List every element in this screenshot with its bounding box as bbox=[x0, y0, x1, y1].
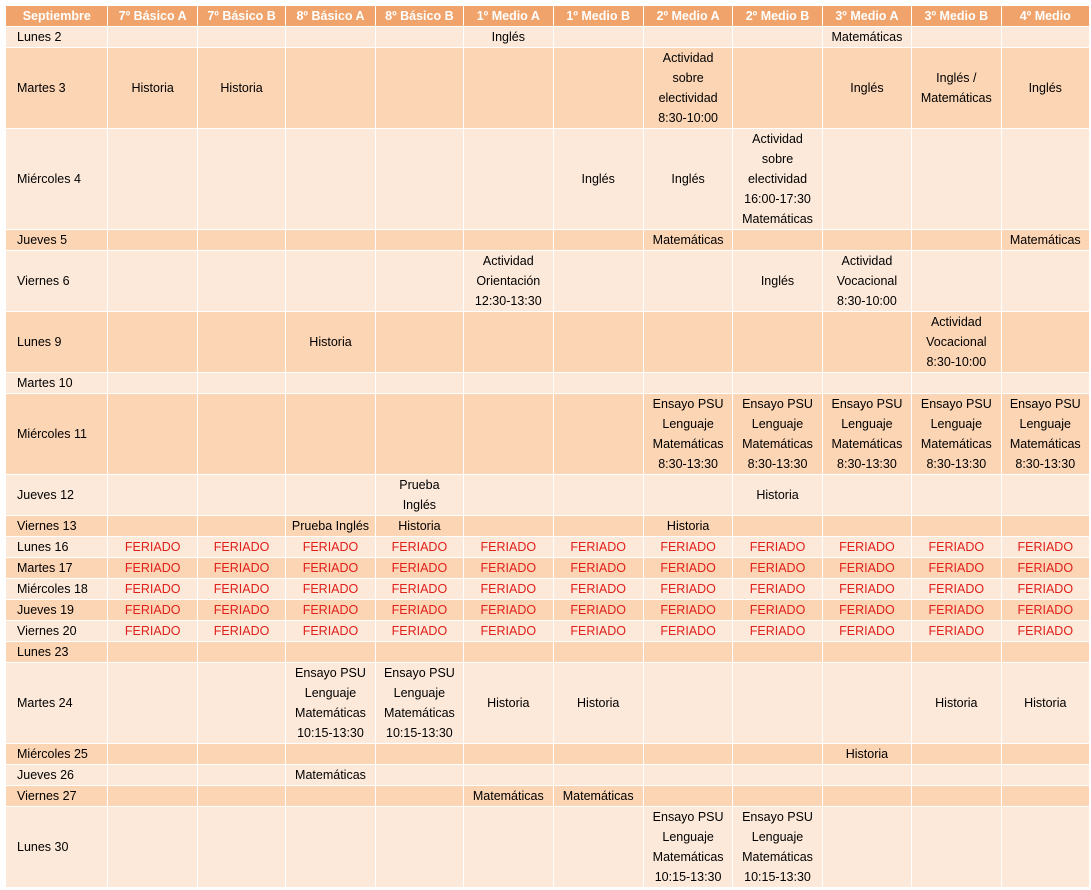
schedule-cell bbox=[822, 642, 911, 663]
holiday-cell: FERIADO bbox=[553, 537, 643, 558]
table-row bbox=[6, 558, 1090, 579]
holiday-cell: FERIADO bbox=[286, 537, 375, 558]
schedule-cell: Inglés bbox=[822, 48, 911, 129]
holiday-cell: FERIADO bbox=[1001, 579, 1089, 600]
holiday-cell: FERIADO bbox=[643, 579, 732, 600]
day-label: Martes 24 bbox=[6, 663, 108, 744]
table-row bbox=[6, 129, 1090, 230]
holiday-cell: FERIADO bbox=[108, 621, 197, 642]
schedule-cell bbox=[822, 129, 911, 230]
schedule-cell bbox=[375, 230, 463, 251]
schedule-cell bbox=[643, 744, 732, 765]
table-row bbox=[6, 579, 1090, 600]
holiday-cell: FERIADO bbox=[464, 537, 553, 558]
schedule-cell bbox=[375, 129, 463, 230]
schedule-cell bbox=[197, 475, 285, 516]
schedule-cell bbox=[553, 48, 643, 129]
schedule-cell: Prueba Inglés bbox=[286, 516, 375, 537]
holiday-cell: FERIADO bbox=[733, 621, 822, 642]
schedule-cell bbox=[1001, 27, 1089, 48]
schedule-cell bbox=[553, 475, 643, 516]
schedule-cell bbox=[197, 765, 285, 786]
schedule-cell: Matemáticas bbox=[643, 230, 732, 251]
class-header: 8º Básico B bbox=[375, 6, 463, 27]
schedule-cell bbox=[108, 807, 197, 888]
schedule-cell bbox=[643, 642, 732, 663]
schedule-cell bbox=[108, 744, 197, 765]
class-header: 1º Medio B bbox=[553, 6, 643, 27]
schedule-cell: Actividad sobre electividad 8:30-10:00 bbox=[643, 48, 732, 129]
schedule-cell: Actividad sobre electividad 16:00-17:30 Matemáticas bbox=[733, 129, 822, 230]
holiday-cell: FERIADO bbox=[733, 558, 822, 579]
holiday-cell: FERIADO bbox=[286, 558, 375, 579]
schedule-cell bbox=[553, 516, 643, 537]
schedule-cell bbox=[108, 27, 197, 48]
schedule-cell bbox=[643, 765, 732, 786]
schedule-cell bbox=[643, 373, 732, 394]
schedule-cell: Ensayo PSU Lenguaje Matemáticas 8:30-13:30 bbox=[1001, 394, 1089, 475]
class-header: 7º Básico A bbox=[108, 6, 197, 27]
schedule-cell bbox=[197, 312, 285, 373]
schedule-cell bbox=[643, 312, 732, 373]
schedule-cell bbox=[1001, 312, 1089, 373]
schedule-cell bbox=[733, 642, 822, 663]
holiday-cell: FERIADO bbox=[108, 600, 197, 621]
schedule-cell bbox=[286, 394, 375, 475]
schedule-cell bbox=[643, 663, 732, 744]
table-row bbox=[6, 394, 1090, 475]
schedule-cell bbox=[286, 786, 375, 807]
schedule-cell bbox=[375, 373, 463, 394]
schedule-cell bbox=[286, 230, 375, 251]
holiday-cell: FERIADO bbox=[108, 579, 197, 600]
day-label: Lunes 23 bbox=[6, 642, 108, 663]
holiday-cell: FERIADO bbox=[375, 579, 463, 600]
schedule-cell bbox=[286, 373, 375, 394]
schedule-cell bbox=[464, 807, 553, 888]
schedule-cell: Historia bbox=[643, 516, 732, 537]
schedule-cell bbox=[197, 230, 285, 251]
schedule-cell bbox=[822, 475, 911, 516]
holiday-cell: FERIADO bbox=[733, 579, 822, 600]
holiday-cell: FERIADO bbox=[643, 558, 732, 579]
day-label: Martes 10 bbox=[6, 373, 108, 394]
schedule-cell bbox=[733, 516, 822, 537]
day-label: Jueves 12 bbox=[6, 475, 108, 516]
schedule-cell: Matemáticas bbox=[1001, 230, 1089, 251]
schedule-cell: Inglés / Matemáticas bbox=[912, 48, 1001, 129]
schedule-cell bbox=[375, 744, 463, 765]
class-header: 2º Medio B bbox=[733, 6, 822, 27]
schedule-cell bbox=[643, 27, 732, 48]
table-row bbox=[6, 516, 1090, 537]
schedule-cell: Historia bbox=[553, 663, 643, 744]
holiday-cell: FERIADO bbox=[375, 558, 463, 579]
schedule-cell bbox=[553, 765, 643, 786]
schedule-cell bbox=[108, 516, 197, 537]
table-row bbox=[6, 621, 1090, 642]
header-row bbox=[6, 6, 1090, 27]
schedule-cell bbox=[1001, 373, 1089, 394]
schedule-cell bbox=[1001, 642, 1089, 663]
holiday-cell: FERIADO bbox=[464, 600, 553, 621]
schedule-cell bbox=[108, 312, 197, 373]
holiday-cell: FERIADO bbox=[822, 558, 911, 579]
schedule-cell bbox=[822, 663, 911, 744]
holiday-cell: FERIADO bbox=[286, 600, 375, 621]
day-label: Viernes 27 bbox=[6, 786, 108, 807]
schedule-cell bbox=[375, 394, 463, 475]
schedule-cell bbox=[464, 744, 553, 765]
holiday-cell: FERIADO bbox=[286, 579, 375, 600]
holiday-cell: FERIADO bbox=[197, 579, 285, 600]
schedule-cell bbox=[464, 516, 553, 537]
schedule-cell: Historia bbox=[822, 744, 911, 765]
schedule-cell bbox=[375, 765, 463, 786]
table-row bbox=[6, 230, 1090, 251]
schedule-cell: Historia bbox=[108, 48, 197, 129]
schedule-cell: Ensayo PSU Lenguaje Matemáticas 8:30-13:30 bbox=[912, 394, 1001, 475]
schedule-cell: Historia bbox=[733, 475, 822, 516]
schedule-cell bbox=[375, 807, 463, 888]
schedule-cell bbox=[553, 744, 643, 765]
day-label: Martes 3 bbox=[6, 48, 108, 129]
schedule-cell bbox=[197, 394, 285, 475]
day-label: Lunes 9 bbox=[6, 312, 108, 373]
schedule-cell bbox=[733, 744, 822, 765]
holiday-cell: FERIADO bbox=[553, 621, 643, 642]
table-row bbox=[6, 373, 1090, 394]
holiday-cell: FERIADO bbox=[286, 621, 375, 642]
schedule-cell bbox=[197, 744, 285, 765]
schedule-cell bbox=[464, 765, 553, 786]
schedule-cell bbox=[643, 786, 732, 807]
holiday-cell: FERIADO bbox=[464, 558, 553, 579]
schedule-cell bbox=[733, 230, 822, 251]
schedule-cell: Ensayo PSU Lenguaje Matemáticas 10:15-13:30 bbox=[643, 807, 732, 888]
schedule-cell bbox=[108, 475, 197, 516]
holiday-cell: FERIADO bbox=[733, 600, 822, 621]
schedule-cell bbox=[553, 27, 643, 48]
schedule-cell bbox=[286, 642, 375, 663]
schedule-cell: Matemáticas bbox=[553, 786, 643, 807]
schedule-cell bbox=[108, 129, 197, 230]
table-row bbox=[6, 312, 1090, 373]
schedule-cell bbox=[733, 765, 822, 786]
holiday-cell: FERIADO bbox=[1001, 537, 1089, 558]
schedule-cell bbox=[197, 663, 285, 744]
schedule-cell: Ensayo PSU Lenguaje Matemáticas 8:30-13:30 bbox=[733, 394, 822, 475]
schedule-cell: Historia bbox=[912, 663, 1001, 744]
schedule-cell: Matemáticas bbox=[822, 27, 911, 48]
schedule-cell: Ensayo PSU Lenguaje Matemáticas 10:15-13:30 bbox=[286, 663, 375, 744]
schedule-cell bbox=[912, 807, 1001, 888]
schedule-cell: Ensayo PSU Lenguaje Matemáticas 10:15-13:30 bbox=[733, 807, 822, 888]
schedule-cell: Ensayo PSU Lenguaje Matemáticas 8:30-13:30 bbox=[643, 394, 732, 475]
holiday-cell: FERIADO bbox=[822, 537, 911, 558]
day-label: Miércoles 18 bbox=[6, 579, 108, 600]
schedule-cell bbox=[553, 230, 643, 251]
schedule-cell: Ensayo PSU Lenguaje Matemáticas 10:15-13:30 bbox=[375, 663, 463, 744]
holiday-cell: FERIADO bbox=[912, 558, 1001, 579]
schedule-cell bbox=[108, 230, 197, 251]
schedule-cell bbox=[822, 786, 911, 807]
schedule-cell bbox=[108, 394, 197, 475]
schedule-cell bbox=[912, 373, 1001, 394]
schedule-cell bbox=[733, 312, 822, 373]
holiday-cell: FERIADO bbox=[197, 621, 285, 642]
table-row bbox=[6, 251, 1090, 312]
day-label: Lunes 16 bbox=[6, 537, 108, 558]
schedule-cell bbox=[464, 48, 553, 129]
table-row bbox=[6, 48, 1090, 129]
schedule-cell bbox=[733, 663, 822, 744]
schedule-cell bbox=[286, 475, 375, 516]
schedule-cell bbox=[286, 48, 375, 129]
schedule-cell bbox=[912, 251, 1001, 312]
table-row bbox=[6, 786, 1090, 807]
day-label: Viernes 13 bbox=[6, 516, 108, 537]
schedule-cell: Historia bbox=[1001, 663, 1089, 744]
schedule-cell bbox=[197, 251, 285, 312]
schedule-cell bbox=[464, 129, 553, 230]
schedule-cell bbox=[375, 251, 463, 312]
holiday-cell: FERIADO bbox=[822, 621, 911, 642]
day-label: Jueves 19 bbox=[6, 600, 108, 621]
schedule-cell bbox=[553, 251, 643, 312]
holiday-cell: FERIADO bbox=[912, 621, 1001, 642]
schedule-cell bbox=[733, 373, 822, 394]
schedule-table bbox=[5, 5, 1090, 888]
schedule-cell: Inglés bbox=[464, 27, 553, 48]
schedule-cell bbox=[822, 230, 911, 251]
schedule-cell bbox=[108, 786, 197, 807]
schedule-cell bbox=[375, 786, 463, 807]
holiday-cell: FERIADO bbox=[912, 537, 1001, 558]
schedule-cell: Inglés bbox=[643, 129, 732, 230]
schedule-cell bbox=[733, 48, 822, 129]
schedule-cell: Actividad Vocacional 8:30-10:00 bbox=[912, 312, 1001, 373]
day-label: Viernes 20 bbox=[6, 621, 108, 642]
schedule-cell bbox=[1001, 516, 1089, 537]
schedule-cell bbox=[912, 516, 1001, 537]
holiday-cell: FERIADO bbox=[1001, 621, 1089, 642]
holiday-cell: FERIADO bbox=[375, 537, 463, 558]
table-row bbox=[6, 744, 1090, 765]
schedule-cell bbox=[553, 394, 643, 475]
day-label: Martes 17 bbox=[6, 558, 108, 579]
holiday-cell: FERIADO bbox=[197, 558, 285, 579]
holiday-cell: FERIADO bbox=[375, 621, 463, 642]
holiday-cell: FERIADO bbox=[375, 600, 463, 621]
day-label: Miércoles 4 bbox=[6, 129, 108, 230]
schedule-cell bbox=[912, 129, 1001, 230]
table-row bbox=[6, 765, 1090, 786]
schedule-cell bbox=[108, 373, 197, 394]
schedule-cell bbox=[286, 129, 375, 230]
schedule-cell bbox=[553, 807, 643, 888]
day-label: Lunes 30 bbox=[6, 807, 108, 888]
schedule-cell: Historia bbox=[464, 663, 553, 744]
schedule-cell bbox=[197, 642, 285, 663]
day-label: Jueves 26 bbox=[6, 765, 108, 786]
holiday-cell: FERIADO bbox=[912, 600, 1001, 621]
schedule-cell bbox=[1001, 786, 1089, 807]
schedule-cell bbox=[643, 251, 732, 312]
table-row bbox=[6, 600, 1090, 621]
holiday-cell: FERIADO bbox=[643, 600, 732, 621]
holiday-cell: FERIADO bbox=[108, 558, 197, 579]
schedule-cell bbox=[197, 129, 285, 230]
schedule-cell bbox=[464, 642, 553, 663]
schedule-cell bbox=[912, 744, 1001, 765]
day-label: Jueves 5 bbox=[6, 230, 108, 251]
schedule-cell bbox=[197, 516, 285, 537]
schedule-cell bbox=[1001, 807, 1089, 888]
schedule-cell bbox=[197, 27, 285, 48]
schedule-cell: Historia bbox=[286, 312, 375, 373]
schedule-cell bbox=[822, 373, 911, 394]
schedule-cell bbox=[912, 230, 1001, 251]
holiday-cell: FERIADO bbox=[822, 600, 911, 621]
schedule-cell bbox=[197, 807, 285, 888]
holiday-cell: FERIADO bbox=[912, 579, 1001, 600]
holiday-cell: FERIADO bbox=[553, 600, 643, 621]
holiday-cell: FERIADO bbox=[1001, 600, 1089, 621]
schedule-cell bbox=[1001, 765, 1089, 786]
schedule-cell: Actividad Orientación 12:30-13:30 bbox=[464, 251, 553, 312]
schedule-cell: Inglés bbox=[733, 251, 822, 312]
schedule-cell bbox=[108, 663, 197, 744]
schedule-cell bbox=[912, 475, 1001, 516]
schedule-cell bbox=[464, 373, 553, 394]
class-header: 8º Básico A bbox=[286, 6, 375, 27]
day-label: Miércoles 25 bbox=[6, 744, 108, 765]
holiday-cell: FERIADO bbox=[464, 579, 553, 600]
schedule-cell bbox=[375, 312, 463, 373]
schedule-cell bbox=[197, 373, 285, 394]
class-header: 2º Medio A bbox=[643, 6, 732, 27]
schedule-cell bbox=[286, 251, 375, 312]
holiday-cell: FERIADO bbox=[197, 600, 285, 621]
schedule-cell bbox=[822, 516, 911, 537]
table-row bbox=[6, 642, 1090, 663]
holiday-cell: FERIADO bbox=[643, 621, 732, 642]
schedule-cell bbox=[464, 230, 553, 251]
schedule-cell bbox=[643, 475, 732, 516]
schedule-cell: Prueba Inglés bbox=[375, 475, 463, 516]
class-header: 1º Medio A bbox=[464, 6, 553, 27]
class-header: 3º Medio B bbox=[912, 6, 1001, 27]
class-header: 3º Medio A bbox=[822, 6, 911, 27]
schedule-cell bbox=[912, 786, 1001, 807]
schedule-cell bbox=[553, 642, 643, 663]
class-header: 4º Medio bbox=[1001, 6, 1089, 27]
schedule-cell: Actividad Vocacional 8:30-10:00 bbox=[822, 251, 911, 312]
table-row bbox=[6, 537, 1090, 558]
schedule-cell bbox=[733, 27, 822, 48]
holiday-cell: FERIADO bbox=[1001, 558, 1089, 579]
schedule-cell bbox=[1001, 744, 1089, 765]
schedule-cell bbox=[822, 312, 911, 373]
schedule-cell: Inglés bbox=[553, 129, 643, 230]
table-body bbox=[6, 27, 1090, 888]
schedule-cell bbox=[912, 642, 1001, 663]
day-label: Viernes 6 bbox=[6, 251, 108, 312]
schedule-cell bbox=[286, 27, 375, 48]
schedule-cell: Ensayo PSU Lenguaje Matemáticas 8:30-13:30 bbox=[822, 394, 911, 475]
schedule-cell bbox=[108, 642, 197, 663]
schedule-cell bbox=[1001, 251, 1089, 312]
table-row bbox=[6, 807, 1090, 888]
holiday-cell: FERIADO bbox=[197, 537, 285, 558]
schedule-cell bbox=[733, 786, 822, 807]
schedule-cell bbox=[912, 765, 1001, 786]
schedule-cell bbox=[286, 744, 375, 765]
schedule-cell: Historia bbox=[197, 48, 285, 129]
month-header: Septiembre bbox=[6, 6, 108, 27]
schedule-cell bbox=[1001, 129, 1089, 230]
class-header: 7º Básico B bbox=[197, 6, 285, 27]
schedule-cell bbox=[553, 312, 643, 373]
day-label: Lunes 2 bbox=[6, 27, 108, 48]
schedule-cell: Historia bbox=[375, 516, 463, 537]
holiday-cell: FERIADO bbox=[643, 537, 732, 558]
schedule-cell bbox=[286, 807, 375, 888]
table-row bbox=[6, 27, 1090, 48]
schedule-cell bbox=[912, 27, 1001, 48]
schedule-cell bbox=[1001, 475, 1089, 516]
schedule-cell bbox=[375, 642, 463, 663]
holiday-cell: FERIADO bbox=[108, 537, 197, 558]
table-row bbox=[6, 663, 1090, 744]
holiday-cell: FERIADO bbox=[553, 558, 643, 579]
schedule-cell: Matemáticas bbox=[464, 786, 553, 807]
schedule-cell bbox=[822, 807, 911, 888]
schedule-cell bbox=[464, 312, 553, 373]
day-label: Miércoles 11 bbox=[6, 394, 108, 475]
schedule-cell bbox=[822, 765, 911, 786]
holiday-cell: FERIADO bbox=[553, 579, 643, 600]
holiday-cell: FERIADO bbox=[733, 537, 822, 558]
schedule-cell bbox=[197, 786, 285, 807]
schedule-cell: Matemáticas bbox=[286, 765, 375, 786]
table-row bbox=[6, 475, 1090, 516]
schedule-cell bbox=[464, 475, 553, 516]
holiday-cell: FERIADO bbox=[464, 621, 553, 642]
schedule-cell bbox=[108, 765, 197, 786]
schedule-cell bbox=[375, 27, 463, 48]
schedule-cell bbox=[375, 48, 463, 129]
schedule-cell bbox=[108, 251, 197, 312]
schedule-cell bbox=[464, 394, 553, 475]
holiday-cell: FERIADO bbox=[822, 579, 911, 600]
schedule-cell: Inglés bbox=[1001, 48, 1089, 129]
schedule-cell bbox=[553, 373, 643, 394]
